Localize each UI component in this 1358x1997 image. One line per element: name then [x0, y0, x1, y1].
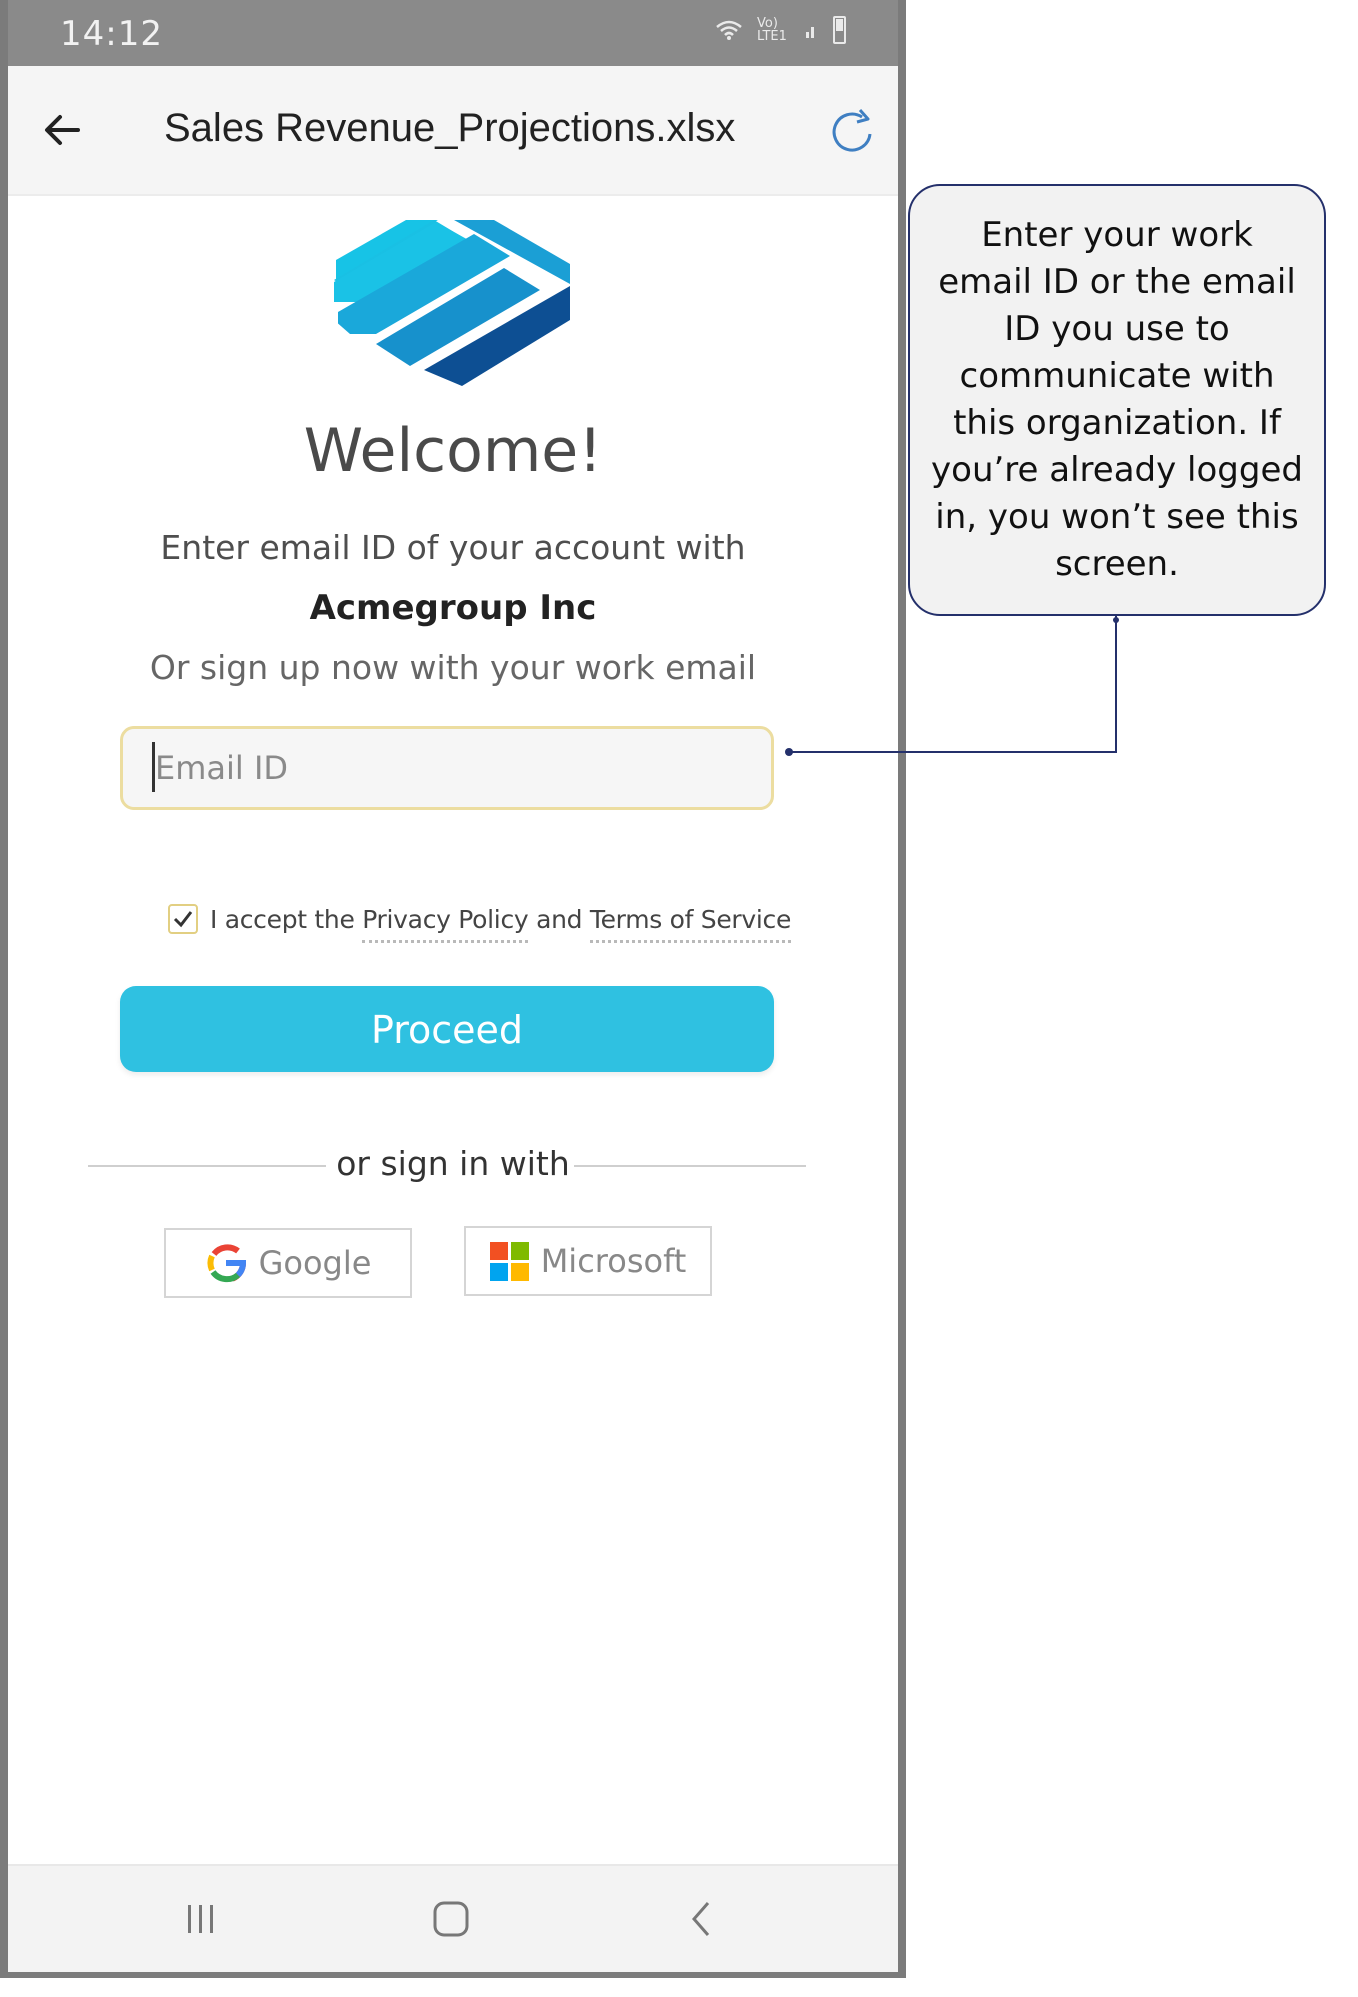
accept-prefix: I accept the — [210, 904, 355, 934]
android-nav-bar — [8, 1864, 898, 1972]
login-prompt: Enter email ID of your account with — [160, 528, 746, 567]
refresh-icon[interactable] — [826, 104, 882, 160]
app-screen — [8, 66, 898, 1972]
signal-label: Vo) LTE1 — [757, 16, 787, 44]
instruction-callout — [908, 184, 1326, 616]
company-logo — [334, 220, 574, 390]
status-bar — [8, 0, 898, 66]
terms-acceptance-row — [168, 904, 791, 934]
signal-icon — [805, 22, 819, 38]
file-title: Sales Revenue_Projections.xlsx — [164, 106, 736, 150]
microsoft-icon — [490, 1242, 529, 1281]
back-arrow-icon[interactable] — [38, 106, 86, 154]
battery-icon — [833, 16, 846, 44]
google-label: Google — [258, 1244, 372, 1282]
recent-apps-button[interactable] — [176, 1894, 226, 1944]
home-icon — [432, 1900, 470, 1938]
privacy-policy-link[interactable]: Privacy Policy — [362, 905, 528, 943]
microsoft-label: Microsoft — [540, 1242, 687, 1280]
text-caret — [152, 742, 155, 792]
recent-apps-icon — [183, 1901, 219, 1937]
home-button[interactable] — [426, 1894, 476, 1944]
system-back-button[interactable] — [676, 1894, 726, 1944]
google-icon — [205, 1242, 247, 1284]
status-icons — [715, 16, 846, 44]
callout-text: Enter your work email ID or the email ID you use to communicate with this organization. If you’re already logged in, you won’t see this screen. — [931, 215, 1303, 584]
chevron-left-icon — [686, 1900, 716, 1938]
email-input[interactable] — [120, 726, 774, 810]
terms-of-service-link[interactable]: Terms of Service — [590, 905, 791, 943]
wifi-icon — [715, 19, 743, 41]
microsoft-signin-button[interactable] — [464, 1226, 712, 1296]
and-text: and — [536, 904, 583, 934]
accept-terms-checkbox[interactable] — [168, 904, 198, 934]
alternate-signin-label: or sign in with — [336, 1144, 570, 1183]
signup-hint: Or sign up now with your work email — [149, 648, 757, 687]
app-bar — [8, 66, 898, 196]
proceed-button[interactable]: Proceed — [120, 986, 774, 1072]
welcome-heading: Welcome! — [303, 416, 603, 486]
accept-terms-text — [210, 905, 791, 934]
status-time: 14:12 — [60, 14, 163, 54]
checkmark-icon — [173, 910, 193, 928]
google-signin-button[interactable] — [164, 1228, 412, 1298]
organization-name: Acmegroup Inc — [309, 588, 597, 628]
